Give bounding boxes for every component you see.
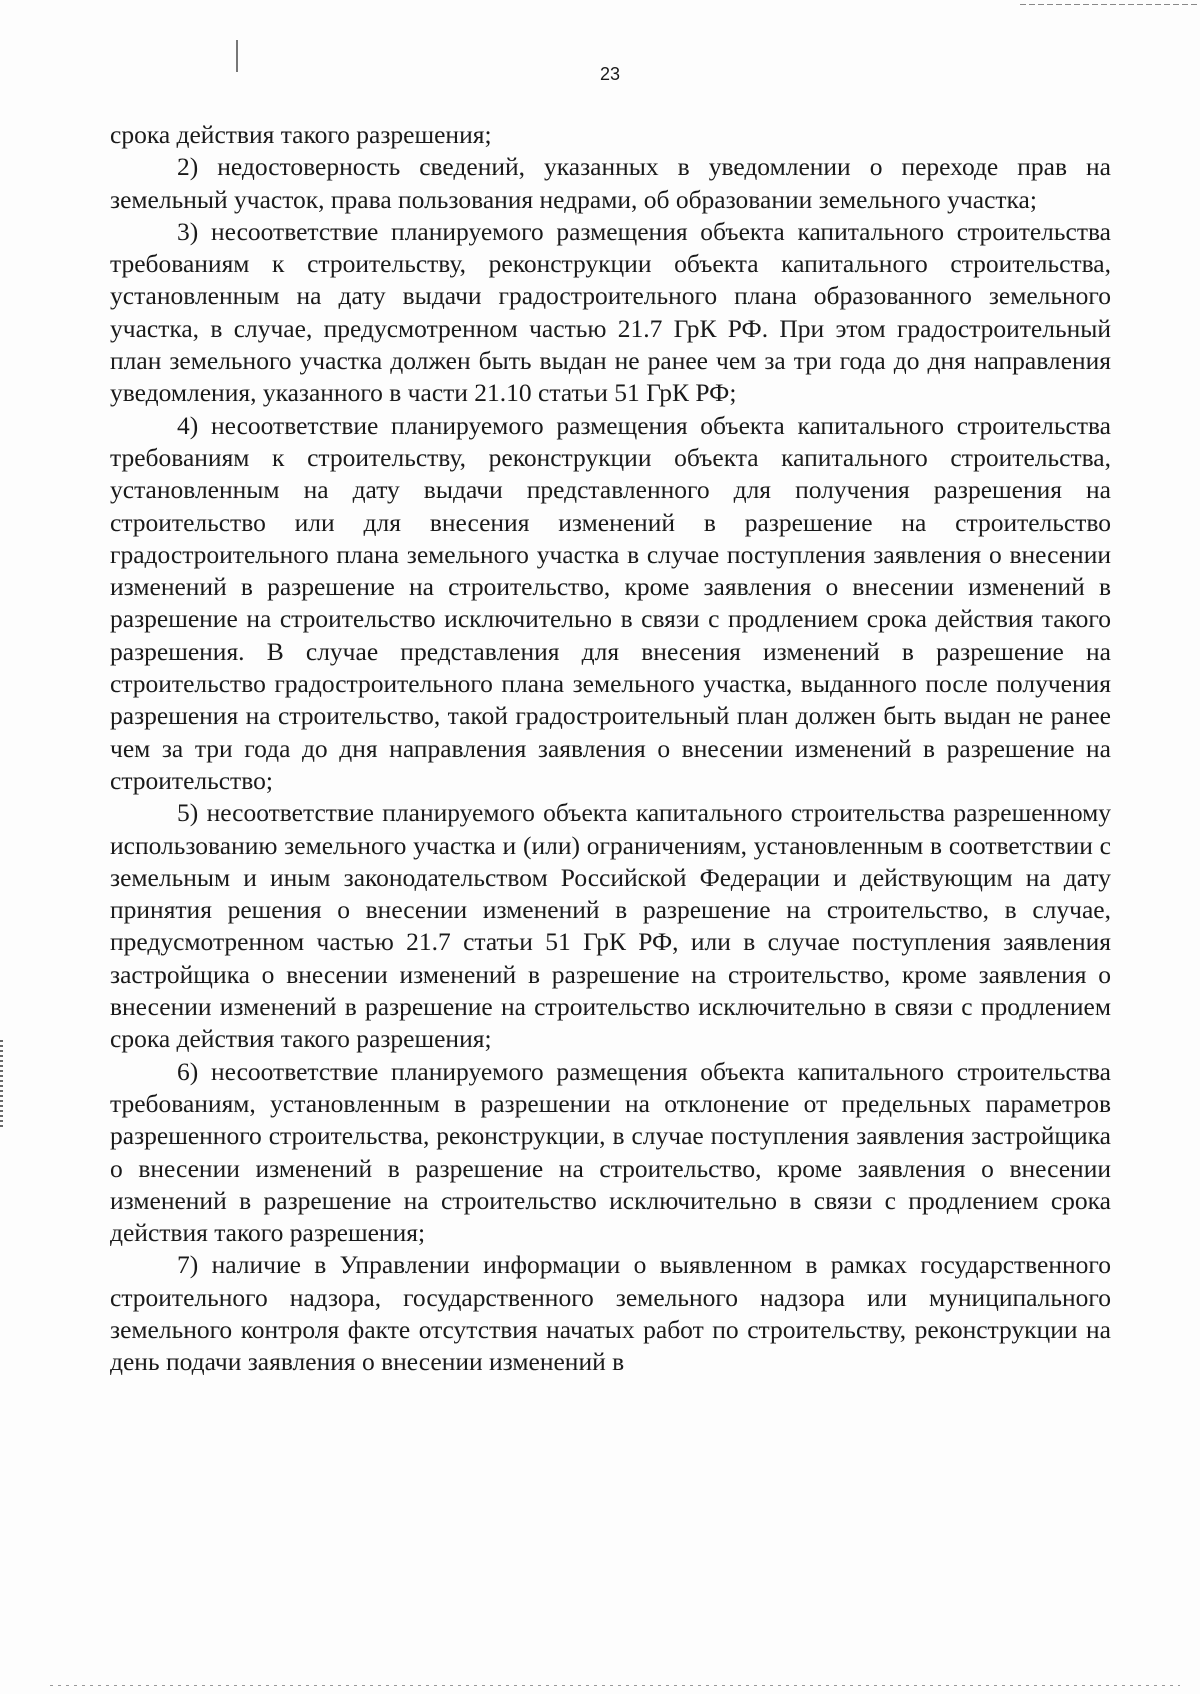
paragraph-item-4: 4) несоответствие планируемого размещения объекта капитального строительства требованиям к строительству, реконструкции объекта капитального строительства, установленным на дату выдачи представленного для получения разрешения на строительство или для внесения изменений в разрешение на строительство градостроительного плана земельного участка в случае поступления заявления о внесении изменений в разрешение на строительство, кроме заявления о внесении изменений в разрешение на строительство исключительно в связи с продлением срока действия такого разрешения. В случае представления для внесения изменений в разрешение на строительство градостроительного плана земельного участка, выданного после получения разрешения на строительство, такой градостроительный план должен быть выдан не ранее чем за три года до дня направления заявления о внесении изменений в разрешение на строительство; [110,410,1111,795]
scan-edge-top [1020,4,1200,5]
paragraph-item-7: 7) наличие в Управлении информации о выявленном в рамках государственного строительного надзора, государственного земельного надзора или муниципального земельного контроля факте отсутствия начатых работ по строительству, реконструкции на день подачи заявления о внесении изменений в [110,1250,1111,1377]
scan-margin-ticks [0,1040,3,1130]
paragraph-item-5: 5) несоответствие планируемого объекта капитального строительства разрешенному использованию земельного участка и (или) ограничениям, установленным в соответствии с земельным и иным законодательством Российской Федерации и действующим на дату принятия решения о внесении изменений в разрешение на строительство, в случае, предусмотренном частью 21.7 статьи 51 ГрК РФ, или в случае поступления заявления застройщика о внесении изменений в разрешение на строительство, кроме заявления о внесении изменений в разрешение на строительство исключительно в связи с продлением срока действия такого разрешения; [110,798,1111,1054]
body-text [110,119,1111,1379]
paragraph-item-6: 6) несоответствие планируемого размещения объекта капитального строительства требованиям, установленным в разрешении на отклонение от предельных параметров разрешенного строительства, реконструкции, в случае поступления заявления застройщика о внесении изменений в разрешение на строительство, кроме заявления о внесении изменений в разрешение на строительство исключительно в связи с продлением срока действия такого разрешения; [110,1056,1111,1248]
page-number: 23 [599,64,621,84]
paragraph-continuation: срока действия такого разрешения; [110,120,492,149]
paragraph-item-2: 2) недостоверность сведений, указанных в уведомлении о переходе прав на земельный участок, права пользования недрами, об образовании земельного участка; [110,152,1111,214]
paragraph-item-3: 3) несоответствие планируемого размещения объекта капитального строительства требованиям к строительству, реконструкции объекта капитального строительства, установленным на дату выдачи градостроительного плана образованного земельного участка, в случае, предусмотренном частью 21.7 ГрК РФ. При этом градостроительный план земельного участка должен быть выдан не ранее чем за три года до дня направления уведомления, указанного в части 21.10 статьи 51 ГрК РФ; [110,216,1111,408]
scan-edge-bottom [50,1685,1180,1686]
